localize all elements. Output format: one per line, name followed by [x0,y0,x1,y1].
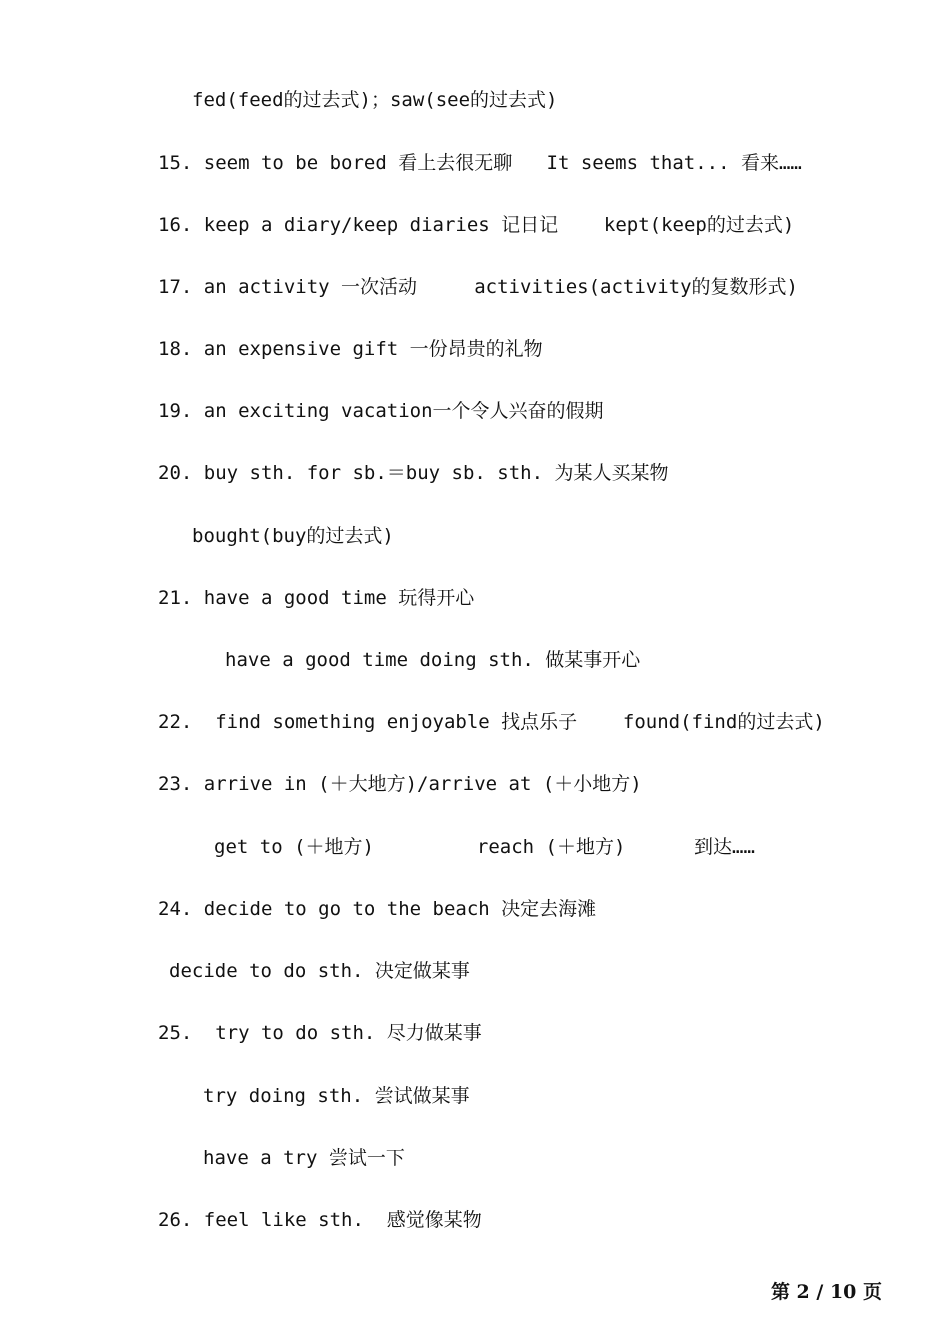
vocab-line: 17. an activity 一次活动 activities(activity的复数形式) [158,276,798,298]
vocab-line: decide to do sth. 决定做某事 [169,960,470,982]
vocab-line: 18. an expensive gift 一份昂贵的礼物 [158,338,543,360]
vocab-line: 25. try to do sth. 尽力做某事 [158,1022,482,1044]
vocab-line: 20. buy sth. for sb.＝buy sb. sth. 为某人买某物 [158,462,669,484]
vocab-line: fed(feed的过去式)；saw(see的过去式) [192,89,558,111]
vocab-line: 19. an exciting vacation一个令人兴奋的假期 [158,400,604,422]
page-number: 第 2 / 10 页 [770,1281,882,1303]
vocab-line: 23. arrive in (＋大地方)/arrive at (＋小地方) [158,773,642,795]
vocab-line: 16. keep a diary/keep diaries 记日记 kept(keep的过去式) [158,214,795,236]
vocab-line: 26. feel like sth. 感觉像某物 [158,1209,482,1231]
vocab-line: 21. have a good time 玩得开心 [158,587,475,609]
vocab-line: have a good time doing sth. 做某事开心 [225,649,641,671]
vocab-line: bought(buy的过去式) [192,525,394,547]
vocab-line: 22. find something enjoyable 找点乐子 found(find的过去式) [158,711,825,733]
vocab-line: try doing sth. 尝试做某事 [203,1085,470,1107]
vocab-line: have a try 尝试一下 [203,1147,405,1169]
vocab-line: 15. seem to be bored 看上去很无聊 It seems that... 看来…… [158,152,802,174]
vocab-line: 24. decide to go to the beach 决定去海滩 [158,898,597,920]
vocab-line: get to (＋地方) reach (＋地方) 到达…… [214,836,755,858]
